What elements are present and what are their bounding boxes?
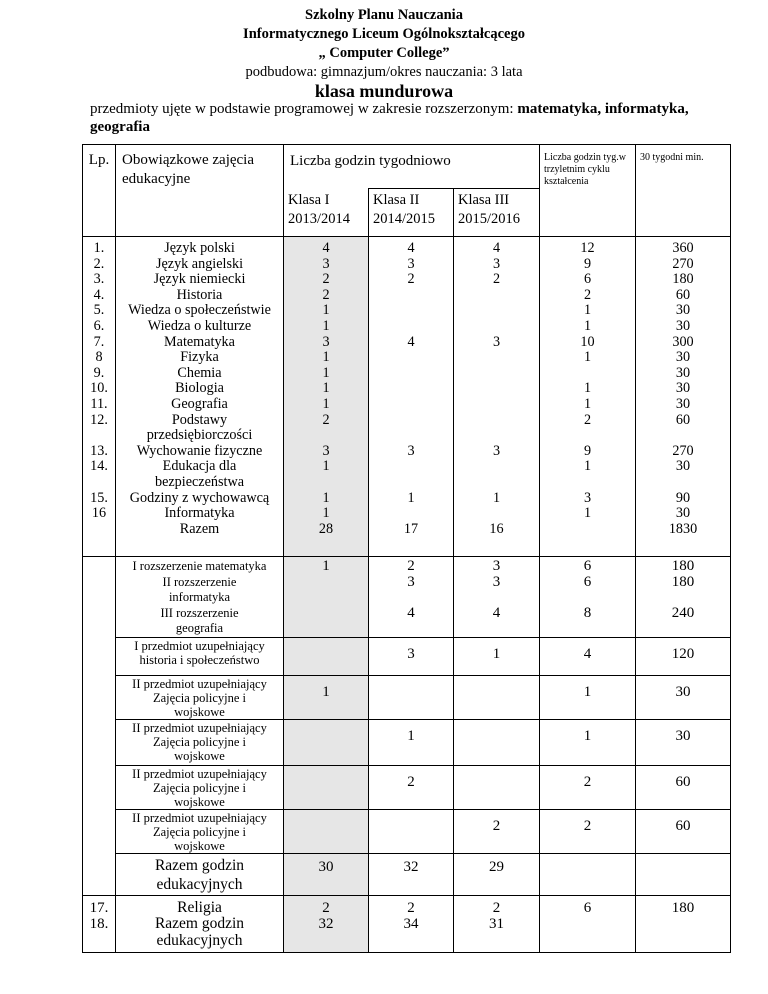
cell-line: 30 xyxy=(675,380,691,397)
cell-line: 11. xyxy=(90,395,108,412)
cell-line: 1 xyxy=(583,380,592,397)
cell-line xyxy=(369,621,453,637)
cell-line: 2 xyxy=(407,271,415,288)
cell-line: 2 xyxy=(322,411,330,428)
cell-line xyxy=(369,366,453,382)
cell-line: 6 xyxy=(583,271,592,288)
cell-line xyxy=(369,288,453,304)
cell-line: 6 xyxy=(583,573,592,590)
cell-line: 1830 xyxy=(668,520,698,537)
cell-line: 3 xyxy=(492,573,501,590)
class-name: klasa mundurowa xyxy=(314,81,454,101)
cell-line: 4 xyxy=(322,240,330,256)
cell-line xyxy=(454,288,539,304)
cell-line xyxy=(369,475,453,491)
tail-subject-list xyxy=(116,895,284,952)
cell-line: 17. xyxy=(89,899,109,916)
extension-k1-list xyxy=(284,557,369,638)
supplementary-min: 60 xyxy=(636,809,731,853)
cell-line: Fizyka xyxy=(180,349,219,366)
total-row xyxy=(83,853,731,895)
total-label-line1: Razem godzin xyxy=(154,856,245,874)
cell-line xyxy=(540,428,635,444)
cell-line xyxy=(369,590,453,606)
cell-line: 270 xyxy=(672,255,694,272)
cell-line: 3. xyxy=(93,271,105,288)
cell-line: przedsiębiorczości xyxy=(146,427,253,444)
cell-line xyxy=(284,590,368,606)
cell-line: 4 xyxy=(407,604,415,621)
cell-line: 10. xyxy=(90,380,108,397)
cell-line: 1 xyxy=(322,489,330,506)
supplementary-subject-line: II przedmiot uzupełniający xyxy=(132,676,267,691)
supplementary-k1 xyxy=(284,719,369,765)
total-label xyxy=(116,853,284,895)
klasa2-hours-list xyxy=(369,237,454,557)
supplementary-subject-line: Zajęcia policyjne i xyxy=(152,824,246,839)
cell-line xyxy=(540,916,635,933)
cycle-hours-header: Liczba godzin tyg.w trzyletnim cyklu kształcenia xyxy=(540,145,636,237)
total-k3: 29 xyxy=(454,853,540,895)
curriculum-table xyxy=(82,144,731,953)
cell-line xyxy=(636,428,730,444)
cell-line: 1 xyxy=(322,380,330,397)
total-k1: 30 xyxy=(284,853,369,895)
supplementary-k2: 1 xyxy=(369,719,454,765)
cell-line: 9 xyxy=(583,442,592,459)
cell-line: 2 xyxy=(407,899,415,916)
cell-line: 30 xyxy=(675,395,691,412)
cell-line: Język niemiecki xyxy=(153,271,246,288)
cell-line: Geografia xyxy=(171,395,228,412)
cell-line: 1 xyxy=(407,489,415,506)
klasa2-label: Klasa II xyxy=(373,192,420,208)
supplementary-k1 xyxy=(284,637,369,675)
supplementary-k3 xyxy=(454,719,540,765)
supplementary-cycle: 2 xyxy=(540,765,636,809)
supplementary-cycle: 1 xyxy=(540,719,636,765)
cell-line: Historia xyxy=(176,286,223,303)
cell-line xyxy=(454,475,539,491)
cell-line xyxy=(454,397,539,413)
cell-line: Biologia xyxy=(175,380,224,397)
cell-line: III rozszerzenie xyxy=(160,605,239,620)
klasa3-label: Klasa III xyxy=(458,192,510,208)
doc-title-line2: Informatycznego Liceum Ogólnokształcącego xyxy=(243,26,525,42)
supplementary-cycle: 2 xyxy=(540,809,636,853)
cell-line: 30 xyxy=(675,505,691,522)
cell-line: 360 xyxy=(672,240,694,256)
supplementary-k2 xyxy=(369,809,454,853)
subject-list xyxy=(116,237,284,557)
cell-line xyxy=(540,366,635,382)
cell-line: 30 xyxy=(675,458,691,475)
cell-line: 15. xyxy=(90,489,108,506)
cell-line: 2 xyxy=(583,411,592,428)
supplementary-subject xyxy=(116,765,284,809)
lp-list xyxy=(83,237,116,557)
cell-line: 12. xyxy=(90,411,108,428)
cell-line: 60 xyxy=(675,286,691,303)
cell-line: 90 xyxy=(675,489,691,506)
cell-line: 9. xyxy=(93,364,105,381)
supplementary-min: 30 xyxy=(636,675,731,719)
cell-line xyxy=(454,621,539,637)
cell-line: 1 xyxy=(322,364,330,381)
extension-subject-list xyxy=(116,557,284,638)
cell-line xyxy=(454,319,539,335)
cell-line: 31 xyxy=(489,916,504,933)
cell-line: 30 xyxy=(675,317,691,334)
cell-line: Razem xyxy=(179,520,220,537)
cell-line: bezpieczeństwa xyxy=(154,473,244,490)
supplementary-k1 xyxy=(284,809,369,853)
cell-line: 4. xyxy=(93,286,105,303)
supplementary-subject xyxy=(116,809,284,853)
supplementary-min: 120 xyxy=(636,637,731,675)
cell-line: 6 xyxy=(583,558,592,574)
cell-line xyxy=(454,459,539,475)
cell-line: 3 xyxy=(407,255,415,272)
cell-line xyxy=(540,475,635,491)
cell-line: 7. xyxy=(93,333,105,350)
cycle-hours-list xyxy=(540,237,636,557)
cell-line: 1. xyxy=(93,240,105,256)
lp-header: Lp. xyxy=(83,145,116,237)
cell-line: 1 xyxy=(322,395,330,412)
doc-title-line1: Szkolny Planu Nauczania xyxy=(305,7,463,23)
supplementary-subject-line: historia i społeczeństwo xyxy=(139,652,260,667)
tail-k1-list xyxy=(284,895,369,952)
core-subjects-row xyxy=(83,237,731,557)
cell-line: 3 xyxy=(492,333,501,350)
supplementary-subject-line: Zajęcia policyjne i xyxy=(152,690,246,705)
supplementary-subject-line: I przedmiot uzupełniający xyxy=(134,638,265,653)
extended-subjects-note xyxy=(90,100,730,136)
klasa2-header xyxy=(369,189,454,237)
cell-line: 16 xyxy=(489,520,504,537)
cell-line xyxy=(454,428,539,444)
supplementary-row xyxy=(83,719,731,765)
supplementary-k3 xyxy=(454,675,540,719)
cell-line xyxy=(83,933,115,950)
tail-row xyxy=(83,895,731,952)
total-cycle xyxy=(540,853,636,895)
cell-line: 300 xyxy=(672,333,694,350)
cell-line xyxy=(284,621,368,637)
cell-line xyxy=(284,575,368,591)
tail-k2-list xyxy=(369,895,454,952)
supplementary-min: 30 xyxy=(636,719,731,765)
cell-line: 30 xyxy=(675,302,691,319)
cell-line: 1 xyxy=(322,505,330,522)
total-min xyxy=(636,853,731,895)
supplementary-subject-line: Zajęcia policyjne i xyxy=(152,780,246,795)
tail-min-list xyxy=(636,895,731,952)
klasa2-year: 2014/2015 xyxy=(373,211,436,227)
supplementary-subject xyxy=(116,719,284,765)
cell-line: Informatyka xyxy=(164,505,235,522)
supplementary-k3: 2 xyxy=(454,809,540,853)
cell-line xyxy=(284,428,368,444)
cell-line: Wiedza o kulturze xyxy=(147,317,252,334)
supplementary-subject-line: wojskowe xyxy=(174,748,225,763)
cell-line xyxy=(454,933,539,950)
klasa1-year: 2013/2014 xyxy=(288,210,351,227)
cell-line xyxy=(369,428,453,444)
cell-line xyxy=(369,506,453,522)
cell-line: 10 xyxy=(580,333,595,350)
tail-lp-list xyxy=(83,895,116,952)
supplementary-subject-line: II przedmiot uzupełniający xyxy=(132,810,267,825)
cell-line: Język angielski xyxy=(155,255,244,272)
min-hours-list xyxy=(636,237,731,557)
cell-line: 30 xyxy=(675,364,691,381)
doc-title-line3: „ Computer College” xyxy=(318,45,450,61)
cell-line: 34 xyxy=(403,916,419,933)
cell-line: 1 xyxy=(583,395,592,412)
supplementary-k3: 1 xyxy=(454,637,540,675)
supplementary-row xyxy=(83,809,731,853)
cell-line: 1 xyxy=(583,302,592,319)
supplementary-k1: 1 xyxy=(284,675,369,719)
cell-line: Wychowanie fizyczne xyxy=(136,442,263,459)
supplementary-subject-line: wojskowe xyxy=(174,794,225,809)
cell-line xyxy=(83,475,115,491)
cell-line xyxy=(454,366,539,382)
subject-header: Obowiązkowe zajęcia edukacyjne xyxy=(116,145,284,237)
extension-min-list xyxy=(636,557,731,638)
cell-line xyxy=(636,475,730,491)
supplementary-lp xyxy=(83,809,116,853)
extension-lp xyxy=(83,557,116,638)
supplementary-subject-line: wojskowe xyxy=(174,838,225,853)
cell-line: 2 xyxy=(322,286,330,303)
cell-line: 30 xyxy=(675,349,691,366)
cell-line: Wiedza o społeczeństwie xyxy=(128,302,271,319)
cell-line xyxy=(540,590,635,606)
cell-line: 6. xyxy=(93,317,105,334)
cell-line: 1 xyxy=(322,302,330,319)
cell-line: 16 xyxy=(91,505,107,522)
supplementary-subject-line: II przedmiot uzupełniający xyxy=(132,766,267,781)
cell-line: 270 xyxy=(672,442,694,459)
supplementary-subject xyxy=(116,675,284,719)
cell-line: 2 xyxy=(492,899,501,916)
cell-line xyxy=(636,916,730,933)
cell-line: I rozszerzenie matematyka xyxy=(132,559,267,573)
supplementary-row xyxy=(83,675,731,719)
cell-line: 1 xyxy=(583,317,592,334)
cell-line xyxy=(284,933,368,950)
klasa3-hours-list xyxy=(454,237,540,557)
cell-line: Religia xyxy=(177,898,222,916)
extension-row xyxy=(83,557,731,638)
supplementary-k2 xyxy=(369,675,454,719)
cell-line xyxy=(454,506,539,522)
supplementary-row xyxy=(83,765,731,809)
cell-line: 180 xyxy=(671,573,695,590)
cell-line: 3 xyxy=(407,442,415,459)
cell-line: 1 xyxy=(583,349,592,366)
cell-line: Matematyka xyxy=(164,333,235,350)
total-label-line2: edukacyjnych xyxy=(156,875,243,893)
cell-line: 3 xyxy=(492,558,501,574)
cell-line: 3 xyxy=(322,442,330,459)
klasa1-label: Klasa I xyxy=(288,191,330,208)
cell-line xyxy=(454,413,539,429)
cell-line: 4 xyxy=(492,604,501,621)
cell-line: 5. xyxy=(93,302,105,319)
cell-line: 3 xyxy=(322,255,330,272)
cell-line: 3 xyxy=(583,489,592,506)
total-lp xyxy=(83,853,116,895)
cell-line: 13. xyxy=(90,442,108,459)
cell-line: 6 xyxy=(583,899,592,916)
cell-line: 14. xyxy=(90,458,108,475)
supplementary-cycle: 4 xyxy=(540,637,636,675)
cell-line: 1 xyxy=(322,458,330,475)
cell-line: 3 xyxy=(492,442,501,459)
cell-line: 3 xyxy=(492,255,501,272)
cell-line xyxy=(540,933,635,950)
supplementary-min: 60 xyxy=(636,765,731,809)
cell-line xyxy=(369,303,453,319)
tail-cycle-list xyxy=(540,895,636,952)
weekly-hours-header: Liczba godzin tygodniowo xyxy=(284,145,540,189)
cell-line: 1 xyxy=(322,317,330,334)
cell-line xyxy=(369,397,453,413)
extension-k3-list xyxy=(454,557,540,638)
cell-line: Razem godzin xyxy=(154,915,245,933)
cell-line: 2. xyxy=(93,255,105,272)
cell-line: 4 xyxy=(407,333,415,350)
supplementary-k2: 3 xyxy=(369,637,454,675)
cell-line: II rozszerzenie xyxy=(162,574,237,589)
cell-line xyxy=(454,381,539,397)
extension-k2-list xyxy=(369,557,454,638)
supplementary-rows xyxy=(83,637,731,853)
cell-line: geografia xyxy=(175,621,224,635)
cell-line: 1 xyxy=(322,558,330,574)
cell-line: 3 xyxy=(407,573,415,590)
cell-line: 180 xyxy=(672,271,694,288)
cell-line xyxy=(369,350,453,366)
klasa3-header xyxy=(454,189,540,237)
cell-line xyxy=(369,459,453,475)
cell-line: 9 xyxy=(583,255,592,272)
klasa1-header xyxy=(284,189,369,237)
cell-line xyxy=(83,522,115,538)
total-k2: 32 xyxy=(369,853,454,895)
cell-line: 2 xyxy=(492,271,501,288)
cell-line: 28 xyxy=(318,520,334,537)
cell-line: 8 xyxy=(583,604,592,621)
cell-line xyxy=(83,428,115,444)
supplementary-cycle: 1 xyxy=(540,675,636,719)
cell-line: 2 xyxy=(407,558,415,574)
cell-line: Edukacja dla xyxy=(162,458,237,475)
cell-line: Chemia xyxy=(177,364,222,381)
cell-line: 2 xyxy=(322,899,330,916)
supplementary-subject xyxy=(116,637,284,675)
supplementary-k2: 2 xyxy=(369,765,454,809)
cell-line: 180 xyxy=(671,899,695,916)
cell-line xyxy=(540,522,635,538)
cell-line xyxy=(454,350,539,366)
extension-cycle-list xyxy=(540,557,636,638)
cell-line: 18. xyxy=(89,916,109,933)
cell-line: edukacyjnych xyxy=(156,931,243,949)
cell-line: 3 xyxy=(322,333,330,350)
klasa3-year: 2015/2016 xyxy=(458,211,521,227)
cell-line: 240 xyxy=(671,604,695,621)
cell-line xyxy=(636,621,730,637)
note-subjects: matematyka, informatyka, geografia xyxy=(90,101,689,135)
cell-line: 1 xyxy=(583,458,592,475)
cell-line: 2 xyxy=(322,271,330,288)
cell-line: 1 xyxy=(583,505,592,522)
cell-line: informatyka xyxy=(168,590,231,604)
cell-line xyxy=(454,303,539,319)
cell-line xyxy=(284,475,368,491)
supplementary-k1 xyxy=(284,765,369,809)
cell-line xyxy=(369,933,453,950)
tail-k3-list xyxy=(454,895,540,952)
supplementary-lp xyxy=(83,765,116,809)
cell-line: 1 xyxy=(492,489,501,506)
supplementary-subject-line: wojskowe xyxy=(174,704,225,719)
doc-subtitle: podbudowa: gimnazjum/okres nauczania: 3 lata xyxy=(245,64,523,80)
cell-line: 1 xyxy=(322,349,330,366)
supplementary-lp xyxy=(83,675,116,719)
supplementary-subject-line: Zajęcia policyjne i xyxy=(152,734,246,749)
min-hours-header: 30 tygodni min. xyxy=(636,145,731,237)
cell-line xyxy=(636,590,730,606)
cell-line: Język polski xyxy=(164,240,235,256)
supplementary-row xyxy=(83,637,731,675)
cell-line: 4 xyxy=(407,240,415,256)
supplementary-lp xyxy=(83,637,116,675)
cell-line xyxy=(454,590,539,606)
cell-line: 8 xyxy=(95,349,103,366)
supplementary-k3 xyxy=(454,765,540,809)
cell-line: 2 xyxy=(583,286,592,303)
cell-line xyxy=(369,319,453,335)
cell-line xyxy=(369,413,453,429)
cell-line xyxy=(284,606,368,622)
cell-line xyxy=(369,381,453,397)
cell-line: Podstawy xyxy=(171,411,228,428)
supplementary-lp xyxy=(83,719,116,765)
klasa1-hours-list xyxy=(284,237,369,557)
cell-line: Godziny z wychowawcą xyxy=(129,489,270,506)
cell-line: 32 xyxy=(318,916,334,933)
cell-line xyxy=(636,933,730,950)
cell-line: 4 xyxy=(492,240,501,256)
cell-line: 12 xyxy=(580,240,595,256)
cell-line xyxy=(540,621,635,637)
note-text: przedmioty ujęte w podstawie programowej w zakresie rozszerzonym: xyxy=(90,101,518,117)
cell-line: 60 xyxy=(675,411,691,428)
cell-line: 180 xyxy=(671,558,695,574)
cell-line: 17 xyxy=(403,520,419,537)
supplementary-subject-line: II przedmiot uzupełniający xyxy=(132,720,267,735)
header-row xyxy=(83,145,731,189)
